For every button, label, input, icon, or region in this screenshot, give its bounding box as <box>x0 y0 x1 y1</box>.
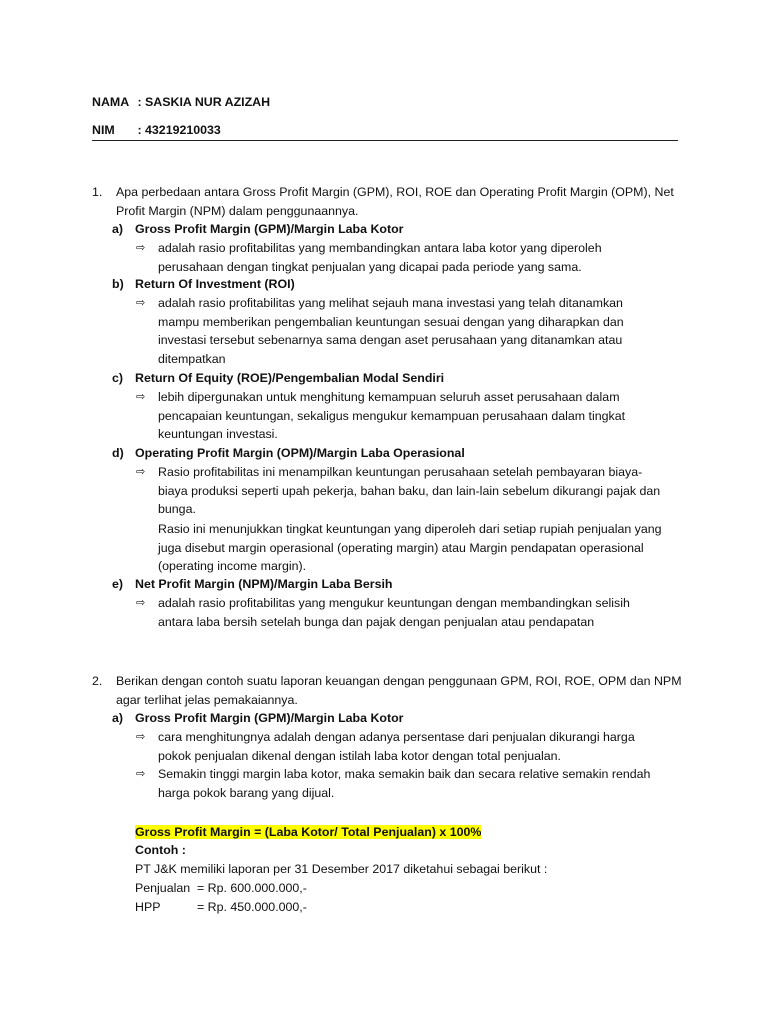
q1-section-a-title <box>112 220 692 239</box>
arrow-icon: ⇨ <box>136 768 146 780</box>
q2-section-a-title <box>112 709 692 728</box>
arrow-icon: ⇨ <box>136 242 146 254</box>
section-letter: e) <box>112 577 124 591</box>
arrow-icon: ⇨ <box>136 466 146 478</box>
question-1-number: 1. <box>92 185 103 199</box>
bullet-text: adalah rasio profitabilitas yang membandingkan antara laba kotor yang diperoleh perusahaan dengan tingkat penjualan yang dicapai pada periode yang sama. <box>158 241 602 274</box>
bullet-text: Rasio profitabilitas ini menampilkan keuntungan perusahaan setelah pembayaran biaya- biaya produksi seperti upah pekerja, bahan baku, dan lain-lain sebelum dikurangi pajak dan bunga. <box>158 465 661 517</box>
bullet-text: lebih dipergunakan untuk menghitung kemampuan seluruh asset perusahaan dalam pencapaian keuntungan, sekaligus mengukur kemampuan perusahaan dalam tingkat keuntungan investasi. <box>158 390 626 442</box>
section-letter: c) <box>112 371 124 385</box>
header-divider <box>92 140 678 141</box>
q1-b-bullet <box>136 294 676 368</box>
section-title: Return Of Investment (ROI) <box>135 277 295 291</box>
arrow-icon: ⇨ <box>136 391 146 403</box>
q2-a-bullet-2 <box>136 765 676 802</box>
name-line <box>92 93 270 112</box>
row-value: = Rp. 600.000.000,- <box>197 881 307 895</box>
q1-d-bullet <box>136 463 676 519</box>
section-title: Operating Profit Margin (OPM)/Margin Laba Operasional <box>135 446 465 460</box>
section-title: Gross Profit Margin (GPM)/Margin Laba Kotor <box>135 711 404 725</box>
gpm-formula <box>135 823 481 842</box>
example-row-hpp <box>135 898 307 917</box>
section-letter: b) <box>112 277 124 291</box>
bullet-text: cara menghitungnya adalah dengan adanya persentase dari penjualan dikurangi harga pokok penjualan dikenal dengan istilah laba kotor dengan total penjualan. <box>158 730 635 763</box>
q1-section-b-title <box>112 275 692 294</box>
row-label: HPP <box>135 900 161 914</box>
question-2 <box>92 672 692 709</box>
q1-section-d-title <box>112 444 692 463</box>
nim-line <box>92 121 221 140</box>
section-title: Net Profit Margin (NPM)/Margin Laba Bersih <box>135 577 393 591</box>
question-2-number: 2. <box>92 674 103 688</box>
section-letter: d) <box>112 446 124 460</box>
q2-a-bullet-1 <box>136 728 676 765</box>
row-value: = Rp. 450.000.000,- <box>197 900 307 914</box>
q1-d-continuation: Rasio ini menunjukkan tingkat keuntungan yang diperoleh dari setiap rupiah penjualan yang juga disebut margin operasional (operating margin) atau Margin pendapatan operasional (operating income margin). <box>158 522 662 574</box>
arrow-icon: ⇨ <box>136 731 146 743</box>
nim-value: : 43219210033 <box>137 123 221 137</box>
formula-highlight: Gross Profit Margin = (Laba Kotor/ Total Penjualan) x 100% <box>135 825 482 839</box>
name-key: NAMA <box>92 95 130 109</box>
contoh-label: Contoh : <box>135 843 186 857</box>
q1-a-bullet <box>136 239 676 276</box>
arrow-icon: ⇨ <box>136 597 146 609</box>
bullet-text: Semakin tinggi margin laba kotor, maka semakin baik dan secara relative semakin rendah harga pokok barang yang dijual. <box>158 767 651 800</box>
question-1 <box>92 183 692 220</box>
arrow-icon: ⇨ <box>136 297 146 309</box>
example-row-penjualan <box>135 879 307 898</box>
question-1-text: Apa perbedaan antara Gross Profit Margin (GPM), ROI, ROE dan Operating Profit Margin (OPM), Net Profit Margin (NPM) dalam penggunaannya. <box>116 185 674 218</box>
bullet-text: adalah rasio profitabilitas yang mengukur keuntungan dengan membandingkan selisih antara laba bersih setelah bunga dan pajak dengan penjualan atau pendapatan <box>158 596 630 629</box>
bullet-text: adalah rasio profitabilitas yang melihat sejauh mana investasi yang telah ditanamkan mampu memberikan pengembalian keuntungan sesuai dengan yang diharapkan dan investasi tersebut sebenarnya sama dengan aset perusahaan yang ditanamkan atau ditempatkan <box>158 296 624 366</box>
q1-section-e-title <box>112 575 692 594</box>
section-letter: a) <box>112 222 124 236</box>
question-2-text: Berikan dengan contoh suatu laporan keuangan dengan penggunaan GPM, ROI, ROE, OPM dan NPM agar terlihat jelas pemakaiannya. <box>116 674 682 707</box>
q1-e-bullet <box>136 594 676 631</box>
example-intro: PT J&K memiliki laporan per 31 Desember 2017 diketahui sebagai berikut : <box>135 862 548 876</box>
nim-key: NIM <box>92 123 115 137</box>
q1-section-c-title <box>112 369 692 388</box>
section-title: Gross Profit Margin (GPM)/Margin Laba Kotor <box>135 222 404 236</box>
section-letter: a) <box>112 711 124 725</box>
row-label: Penjualan <box>135 881 191 895</box>
name-value: : SASKIA NUR AZIZAH <box>137 95 271 109</box>
section-title: Return Of Equity (ROE)/Pengembalian Modal Sendiri <box>135 371 445 385</box>
q1-c-bullet <box>136 388 676 444</box>
